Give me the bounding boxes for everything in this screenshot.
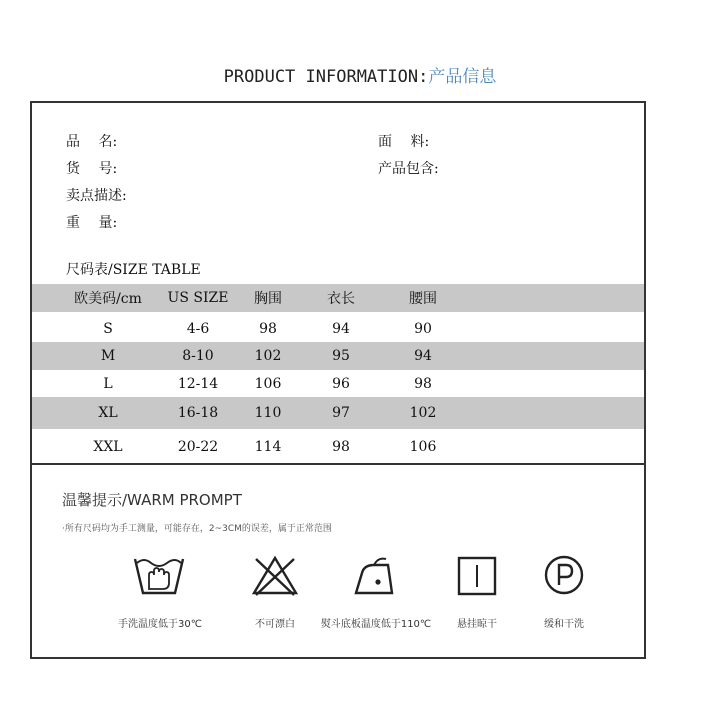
table-cell: 20-22 xyxy=(177,439,219,455)
iron-icon xyxy=(352,553,400,599)
table-cell: 8-10 xyxy=(182,348,214,364)
warm-prompt-title: 温馨提示/WARM PROMPT xyxy=(62,491,242,509)
item-no-label: 货 号: xyxy=(66,161,118,177)
table-cell: 106 xyxy=(409,439,437,455)
care-label-no-bleach: 不可漂白 xyxy=(255,619,295,630)
table-cell: 95 xyxy=(332,348,350,364)
table-cell: 114 xyxy=(254,439,282,455)
table-cell: M xyxy=(100,348,116,364)
weight-label: 重 量: xyxy=(66,215,118,231)
table-cell: 94 xyxy=(332,321,350,337)
table-cell: 96 xyxy=(332,376,350,392)
product-info-box xyxy=(30,101,646,659)
table-cell: 98 xyxy=(332,439,350,455)
table-cell: 106 xyxy=(254,376,282,392)
header-cell: 胸围 xyxy=(254,291,282,307)
header-cell: US SIZE xyxy=(167,290,229,306)
table-cell: 4-6 xyxy=(186,321,210,337)
size-table-title: 尺码表/SIZE TABLE xyxy=(66,262,201,278)
title-en: PRODUCT INFORMATION: xyxy=(223,67,429,87)
selling-points-label: 卖点描述: xyxy=(66,188,127,204)
section-divider xyxy=(32,463,644,465)
page-title xyxy=(0,62,720,87)
table-cell: 102 xyxy=(409,405,437,421)
hang-dry-icon xyxy=(456,553,498,599)
package-label: 产品包含: xyxy=(378,161,439,177)
table-cell: 12-14 xyxy=(177,376,219,392)
name-label: 品 名: xyxy=(66,134,118,150)
care-label-hang-dry: 悬挂晾干 xyxy=(457,619,497,630)
header-cell: 衣长 xyxy=(327,291,355,307)
care-label-hand-wash: 手洗温度低于30℃ xyxy=(118,619,202,630)
table-row xyxy=(32,342,644,370)
table-cell: S xyxy=(103,321,113,337)
table-cell: 98 xyxy=(414,376,432,392)
care-label-dry-clean: 缓和干洗 xyxy=(544,619,584,630)
table-cell: L xyxy=(103,376,113,392)
title-cn: 产品信息 xyxy=(428,67,497,87)
header-cell: 腰围 xyxy=(409,291,437,307)
table-cell: XXL xyxy=(93,439,123,455)
table-cell: 94 xyxy=(414,348,432,364)
hand-wash-icon xyxy=(132,553,186,599)
size-table-header-row xyxy=(32,284,644,312)
fabric-label: 面 料: xyxy=(378,134,430,150)
table-row xyxy=(32,432,644,462)
table-row xyxy=(32,397,644,429)
no-bleach-icon xyxy=(250,553,300,599)
table-cell: 90 xyxy=(414,321,432,337)
table-cell: 16-18 xyxy=(177,405,219,421)
header-cell: 欧美码/cm xyxy=(74,291,142,307)
table-row xyxy=(32,370,644,398)
table-cell: 98 xyxy=(259,321,277,337)
table-cell: 102 xyxy=(254,348,282,364)
table-row xyxy=(32,315,644,343)
care-label-iron: 熨斗底板温度低于110℃ xyxy=(320,619,432,630)
table-cell: XL xyxy=(98,405,118,421)
table-cell: 110 xyxy=(254,405,282,421)
table-cell: 97 xyxy=(332,405,350,421)
warm-prompt-note: ·所有尺码均为手工测量，可能存在，2~3CM的误差，属于正常范围 xyxy=(62,524,332,534)
dry-clean-icon xyxy=(542,553,586,599)
